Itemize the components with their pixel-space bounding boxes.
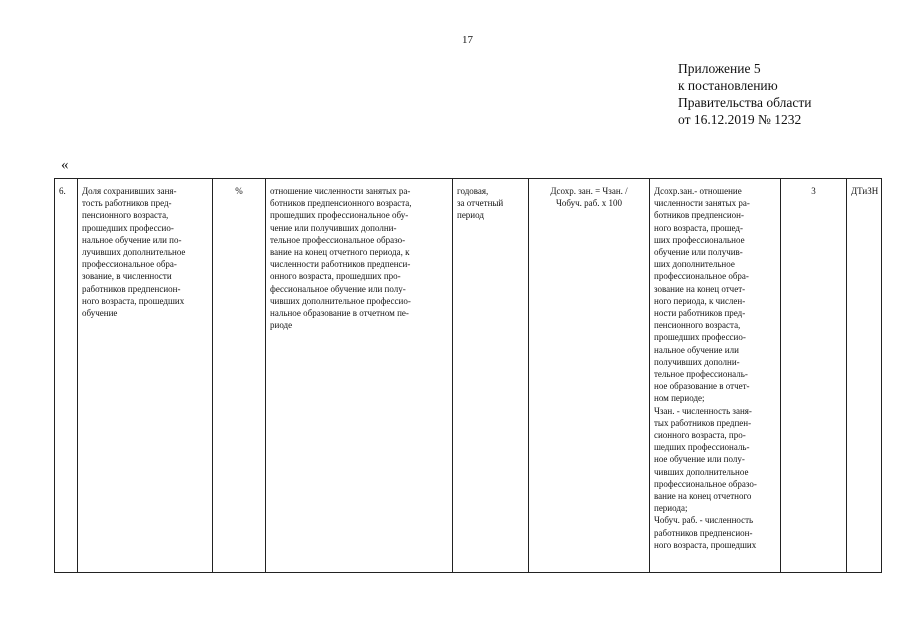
unit-cell — [213, 179, 266, 573]
opening-quote: « — [61, 157, 69, 173]
appendix-date-number: от 16.12.2019 № 1232 — [678, 112, 802, 127]
indicator-name: Доля сохранивших заня- тость работников пред- пенсионного возраста, прошедших профессио- нальное обучение или по- лучивших дополнительное профессиональное обра- зование, в численности работников предпенсион- ного возраста, прошедших обучение — [82, 186, 186, 319]
explanation-cell — [650, 179, 781, 573]
unit: % — [235, 186, 243, 196]
appendix-header — [678, 60, 811, 128]
row-number-cell — [55, 179, 78, 573]
page-number: 17 — [462, 34, 473, 46]
definition-cell — [266, 179, 453, 573]
formula-cell — [529, 179, 650, 573]
table-row — [55, 179, 882, 573]
periodicity: годовая, за отчетный период — [457, 186, 504, 221]
appendix-title: Приложение 5 — [678, 61, 761, 76]
source-code: 3 — [811, 186, 816, 196]
responsible-cell — [847, 179, 882, 573]
definition: отношение численности занятых ра- ботников предпенсионного возраста, прошедших профессиональное обу- чение или получивших дополни- тельное профессиональное образо- вание на конец отчетного периода, к численности работников предпенси- онного возраста, прошедших про- фессиональное обучение или полу- чивших дополнительное профессио- нальное образование в отчетном пе- риоде — [270, 186, 412, 331]
explanation: Дсохр.зан.- отношение численности занятых ра- ботников предпенсион- ного возраста, прошед- ших профессиональное обучение или получив- ших дополнительное профессиональное обра- зование на конец отчет- ного периода, к числен- ности работников пред- пенсионного возраста, прошедших профессио- нальное обучение или получивших дополни- тельное профессиональ- ное образование в отчет- ном периоде; Чзан. - численность заня- тых работников предпен- сионного возраста, про- шедших профессиональ- ное обучение или полу- чивших дополнительное профессиональное образо- вание на конец отчетного периода; Чобуч. раб. - численность работников предпенсион- ного возраста, прошедших — [654, 186, 757, 550]
responsible: ДТиЗН — [851, 186, 879, 196]
indicator-name-cell — [78, 179, 213, 573]
formula: Дсохр. зан. = Чзан. / Чобуч. раб. х 100 — [550, 186, 628, 209]
row-number: 6. — [59, 186, 66, 196]
appendix-government: Правительства области — [678, 95, 812, 110]
appendix-ref-line: к постановлению — [678, 78, 778, 93]
periodicity-cell — [453, 179, 529, 573]
source-code-cell — [781, 179, 847, 573]
indicator-table — [54, 178, 882, 573]
